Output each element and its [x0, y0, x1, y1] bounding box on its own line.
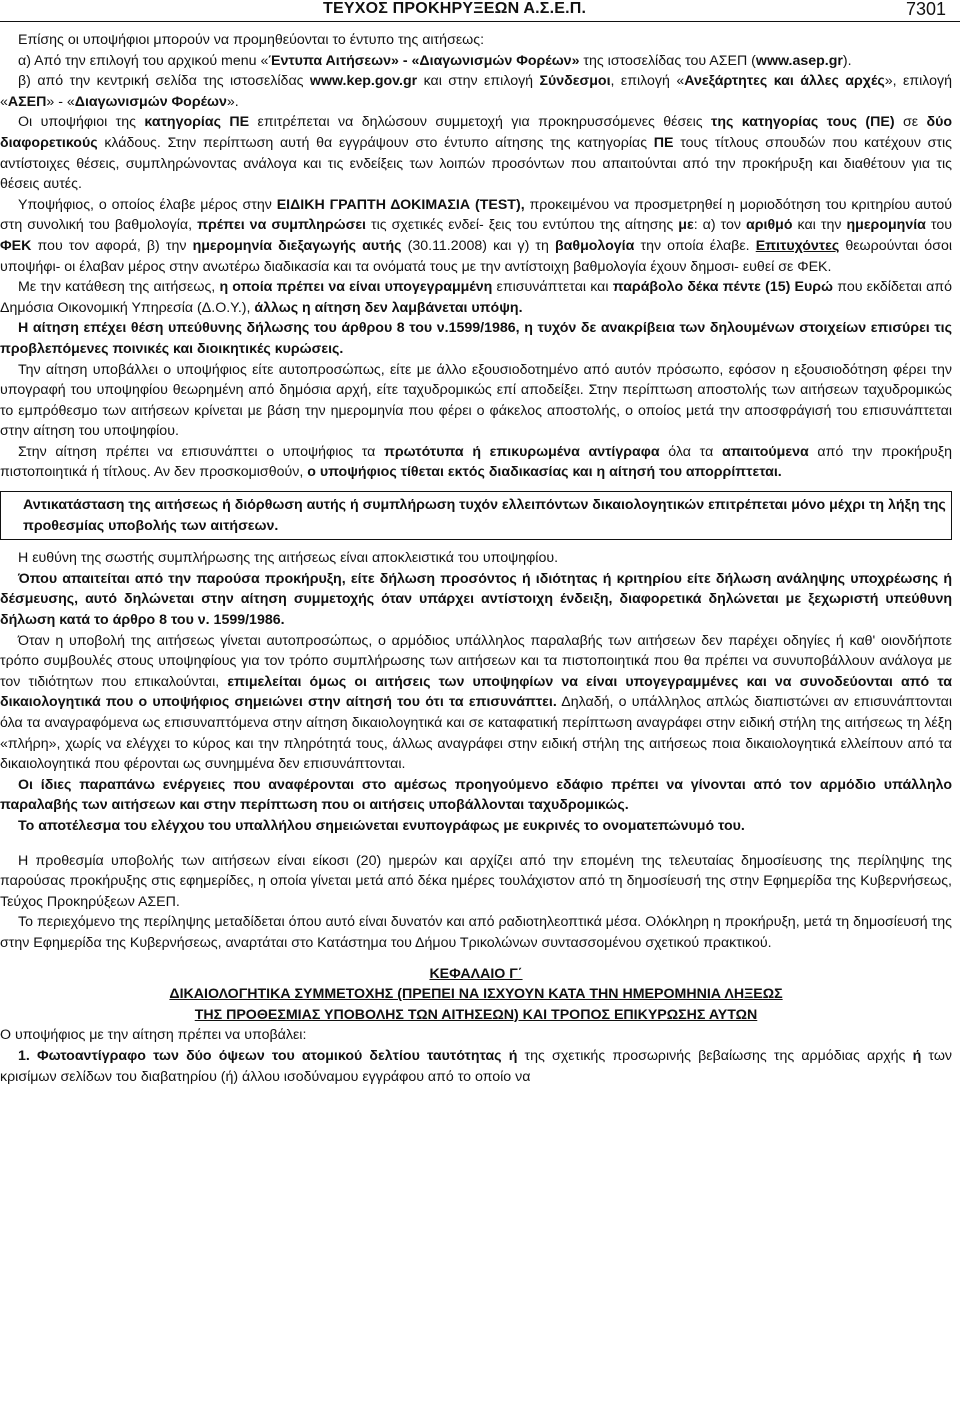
bold-span: πρέπει να συμπληρώσει — [197, 217, 366, 234]
text-span: επιτρέπεται να δηλώσουν συμμετοχή για προκηρυσσόμενες θέσεις — [249, 114, 711, 131]
document-body — [0, 30, 952, 1087]
text-span: που εκδίδεται από Δημόσια Οικονομική Υπηρεσία (Δ.Ο.Υ.), — [0, 279, 953, 316]
text-span: Δηλαδή, ο υπάλληλος απλώς διαπιστώνει αν επισυνάπτονται όλα τα αναγραφόμενα ως επισυναπτόμενα στην αίτηση δικαιολογητικά και σε καταφατική περίπτωση αναγράφει στην ειδική στήλη της αιτήσεως τη λέξη «πλήρη», χωρίς να ελέγχει το κύρος και την πληρότητά τους, άλλως αναγράφει στην ειδική στήλη της αιτήσεως ποια δικαιολογητικά ελλείπουν από τα δικαιολογητικά που φέρονται ως συνημμένα δεν επισυνάπτονται. — [0, 694, 952, 773]
paragraph-deadline: Η προθεσμία υποβολής των αιτήσεων είναι είκοσι (20) ημερών και αρχίζει από την επομένη της τελευταίας δημοσίευσης της περίληψης της παρούσας προκήρυξης στις εφημερίδες, η οποία γίνεται μετά από δέκα ημέρες τουλάχιστον από τη δημοσίευσή της στην Εφημερίδα της Κυβερνήσεως, Τεύχος Προκηρύξεων ΑΣΕΠ. — [0, 852, 952, 910]
text-span: επισυνάπτεται και — [492, 279, 613, 296]
paragraph-responsibility: Η ευθύνη της σωστής συμπλήρωσης της αιτήσεως είναι αποκλειστικά του υποψηφίου. — [18, 550, 559, 567]
text-span: , επιλογή « — [610, 73, 685, 90]
text-span: της ιστοσελίδας του ΑΣΕΠ ( — [579, 52, 756, 69]
list-item-id-copy — [0, 1046, 952, 1087]
bold-span: ή — [912, 1047, 922, 1064]
paragraph-test — [0, 195, 952, 277]
chapter-heading-line-1: ΔΙΚΑΙΟΛΟΓΗΤΙΚΑ ΣΥΜΜΕΤΟΧΗΣ (ΠΡΕΠΕΙ ΝΑ ΙΣΧΥΟΥΝ ΚΑΤΑ ΤΗΝ ΗΜΕΡΟΜΗΝΙΑ ΛΗΞΕΩΣ — [169, 986, 783, 1003]
paragraph-option-a — [0, 51, 952, 72]
text-span: », επιλογή « — [0, 73, 953, 110]
paragraph-clerk — [0, 631, 952, 775]
paragraph-broadcast: Το περιεχόμενο της περίληψης μεταδίδεται όπου αυτό είναι δυνατόν και από ραδιοτηλεοπτικά μέσα. Ολόκληρη η προκήρυξη, μετά τη δημοσίευσή της στην Εφημερίδα της Κυβερνήσεως, αναρτάται στο Κατάστημα του Δήμου Τρικολώνων συντασσομένου σχετικού πρακτικού. — [0, 914, 952, 951]
text-span: Υποψήφιος, ο οποίος έλαβε μέρος στην — [18, 196, 277, 213]
text-span: ». — [226, 93, 239, 110]
spacer — [0, 954, 952, 964]
paragraph-check-result — [0, 816, 952, 837]
bold-span: Διαγωνισμών Φορέων — [74, 93, 227, 110]
bold-span: επιμελείται όμως οι αιτήσεις των υποψηφίων να είναι υπογεγραμμένες και να συνοδεύονται από τα δικαιολογητικά που ο υποψήφιος σημειώνει στην αίτησή του ότι τα επισυνάπτει. — [0, 673, 952, 711]
bold-span: η οποία πρέπει να είναι υπογεγραμμένη — [219, 279, 493, 296]
header-rule — [0, 21, 960, 22]
bold-span: ΕΙΔΙΚΗ ΓΡΑΠΤΗ ΔΟΚΙΜΑΣΙΑ (TEST), — [276, 196, 525, 213]
bold-span: Ανεξάρτητες και άλλες αρχές — [684, 73, 885, 90]
text-span: τους τίτλους σπουδών που κατέχουν στις αντίστοιχες θέσεις, συμπληρώνοντας ανάλογα και τις ενδείξεις των λοιπών προσόντων που απαιτούνται από την προκήρυξη και διαθέτουν για τις θέσεις αυτές. — [0, 134, 952, 193]
bold-span: αριθμό — [746, 217, 793, 234]
bold-span: παράβολο δέκα πέντε (15) Ευρώ — [612, 279, 834, 296]
text-span: κλάδους. Στην περίπτωση αυτή θα εγγράψουν στο έντυπο αίτησης της κατηγορίας — [97, 134, 654, 151]
kep-link[interactable]: www.kep.gov.gr — [309, 73, 418, 90]
text-span: την οποία έλαβε. — [634, 237, 756, 254]
bold-span: Σύνδεσμοι — [539, 73, 611, 90]
bold-span: Το αποτέλεσμα του ελέγχου του υπαλλήλου σημειώνεται ενυπογράφως με ευκρινές το ονοματεπώνυμό του. — [18, 817, 745, 834]
paragraph-originals — [0, 442, 952, 483]
bold-span: Οι ίδιες παραπάνω ενέργειες που αναφέρονται στο αμέσως προηγούμενο εδάφιο πρέπει να γίνονται από τον αρμόδιο υπάλληλο παραλαβής των αιτήσεων και στην περίπτωση που οι αιτήσεις υποβάλλονται ταχυδρομικώς. — [0, 776, 952, 814]
bold-span: 1. Φωτοαντίγραφο των δύο όψεων του ατομικού δελτίου ταυτότητας ή — [18, 1047, 518, 1064]
bold-span: ημερομηνία — [846, 217, 926, 234]
text-span: ). — [842, 52, 852, 69]
text-span: από την προκήρυξη πιστοποιητικά ή τίτλους. Αν δεν προσκομισθούν, — [0, 443, 953, 481]
text-span: τις σχετικές ενδεί- ξεις του εντύπου της αίτησης — [366, 217, 679, 234]
chapter-heading-line-2: ΤΗΣ ΠΡΟΘΕΣΜΙΑΣ ΥΠΟΒΟΛΗΣ ΤΩΝ ΑΙΤΗΣΕΩΝ) ΚΑΙ ΤΡΟΠΟΣ ΕΠΙΚΥΡΩΣΗΣ ΑΥΤΩΝ — [194, 1006, 758, 1023]
text-span: όλα τα — [659, 443, 722, 460]
bold-span: Η αίτηση επέχει θέση υπεύθυνης δήλωσης του άρθρου 8 του ν.1599/1986, η τυχόν δε ανακρίβεια των δηλουμένων στοιχείων επισύρει τις προβλεπόμενες ποινικές και διοικητικές κυρώσεις. — [0, 320, 952, 357]
bold-span: απαιτούμενα — [721, 443, 809, 460]
text-span: Όταν η υποβολή της αιτήσεως γίνεται αυτοπροσώπως, ο αρμόδιος υπάλληλος παραλαβής των αιτήσεων δεν παρέχει οδηγίες ή καθ' οιονδήποτε τρόπο συμβουλές στους υποψηφίους για τον τρόπο συμπλήρωσης των αιτήσεων και τα πιστοποιητικά που θα πρέπει να συνυποβάλλουν ανάλογα με τον τιδιότητων που επικαλούνται, — [0, 632, 952, 690]
paragraph-postal — [0, 775, 952, 816]
bold-span: ημερομηνία διεξαγωγής αυτής — [192, 237, 402, 254]
text-span: Με την κατάθεση της αιτήσεως, — [18, 279, 220, 296]
header-title: ΤΕΥΧΟΣ ΠΡΟΚΗΡΥΞΕΩΝ Α.Σ.Ε.Π. — [323, 0, 587, 17]
bold-span: ΦΕΚ — [0, 237, 32, 254]
text-span: : α) τον — [693, 217, 747, 234]
bold-span: ΑΣΕΠ — [7, 93, 47, 110]
text-span: » - « — [46, 93, 75, 110]
text-span: της σχετικής προσωρινής βεβαίωσης της αρμόδιας αρχής — [517, 1047, 913, 1064]
bold-span: κατηγορίας ΠΕ — [144, 114, 250, 131]
bold-span: Έντυπα Αιτήσεων» - «Διαγωνισμών Φορέων» — [268, 52, 580, 69]
text-span: Στην αίτηση πρέπει να επισυνάπτει ο υποψήφιος τα — [18, 443, 385, 460]
bold-span: πρωτότυπα ή επικυρωμένα αντίγραφα — [384, 443, 660, 460]
text-span: (30.11.2008) και γ) τη — [401, 237, 556, 254]
text-span: και στην επιλογή — [417, 73, 540, 90]
bold-span: άλλως η αίτηση δεν λαμβάνεται υπόψη. — [254, 299, 523, 316]
underlined-span: Επιτυχόντες — [755, 237, 840, 254]
paragraph-declaration-rule — [0, 569, 952, 631]
text-span: που τον αφορά, β) την — [31, 237, 193, 254]
bold-span: βαθμολογία — [555, 237, 635, 254]
paragraph-fee — [0, 277, 952, 318]
text-span: προκειμένου να προσμετρηθεί η μοριοδότηση του κριτηρίου αυτού στη συνολική του βαθμολογία, — [0, 196, 952, 234]
bold-span: ο υποψήφιος τίθεται εκτός διαδικασίας και η αίτησή του απορρίπτεται. — [307, 464, 782, 481]
text-span: β) από την κεντρική σελίδα της ιστοσελίδας — [18, 73, 310, 90]
page-number: 7301 — [905, 0, 946, 19]
text-span: σε — [894, 114, 927, 131]
bold-span: δύο διαφορετικούς — [0, 114, 952, 151]
text-span: των κρισίμων σελίδων του διαβατηρίου (ή) άλλου ισοδύναμου εγγράφου από το οποίο να — [0, 1047, 952, 1085]
text-span: θεωρούνται όσοι υποψήφι- οι έλαβαν μέρος στην ανωτέρω διαδικασία και τα ονόματά τους με την αντίστοιχη βαθμολογία έχουν δημοσι- ευθεί σε ΦΕΚ. — [0, 237, 952, 275]
bold-span: ΠΕ — [653, 134, 674, 151]
bold-span: Όπου απαιτείται από την παρούσα προκήρυξη, είτε δήλωση προσόντος ή ιδιότητας ή κριτηρίου είτε δήλωση ανάληψης υποχρέωσης ή δέσμευσης, αυτό δηλώνεται στην αίτηση συμμετοχής όταν υπάρχει αντίστοιχη ένδειξη, διαφορετικά δηλώνεται με ξεχωριστή υπεύθυνη δήλωση κατά το άρθρο 8 του ν. 1599/1986. — [0, 570, 952, 629]
paragraph-declaration — [0, 318, 952, 359]
spacer — [0, 837, 952, 851]
text-span: α) Από την επιλογή του αρχικού menu « — [18, 52, 269, 69]
paragraph-submission: Την αίτηση υποβάλλει ο υποψήφιος είτε αυτοπροσώπως, είτε με άλλο εξουσιοδοτημένο από αυτόν πρόσωπο, εφόσον η εξουσιοδότηση φέρει την υπογραφή του υποψηφίου θεωρημένη από δημόσια αρχή, είτε ταχυδρομικώς επί αποδείξει. Στην περίπτωση αποστολής των αιτήσεων ταχυδρομικώς το εμπρόθεσμο των αιτήσεων κρίνεται με βάση την ημερομηνία που φέρει ο φάκελος αποστολής, ο οποίος μετά την αποσφράγισή του επισυνάπτεται στην αίτηση του υποψηφίου. — [0, 361, 952, 440]
paragraph-forms-intro: Επίσης οι υποψήφιοι μπορούν να προμηθεύονται το έντυπο της αιτήσεως: — [18, 32, 485, 48]
text-span: του — [925, 217, 952, 234]
paragraph-pe-category — [0, 112, 952, 194]
asep-link[interactable]: www.asep.gr — [755, 52, 843, 69]
bold-span: με — [678, 217, 694, 234]
chapter-title: ΚΕΦΑΛΑΙΟ Γ΄ — [429, 965, 523, 982]
notice-box: Αντικατάσταση της αιτήσεως ή διόρθωση αυτής ή συμπλήρωση τυχόν ελλειπόντων δικαιολογητικών επιτρέπεται μόνο μέχρι τη λήξη της προθεσμίας υποβολής των αιτήσεων. — [0, 491, 952, 540]
bold-span: της κατηγορίας τους (ΠΕ) — [710, 114, 895, 131]
text-span: και την — [792, 217, 847, 234]
text-span: Οι υποψήφιοι της — [18, 114, 145, 131]
paragraph-option-b — [0, 71, 952, 112]
page-header — [0, 0, 960, 22]
paragraph-submit-list: Ο υποψήφιος με την αίτηση πρέπει να υποβάλει: — [0, 1027, 307, 1044]
